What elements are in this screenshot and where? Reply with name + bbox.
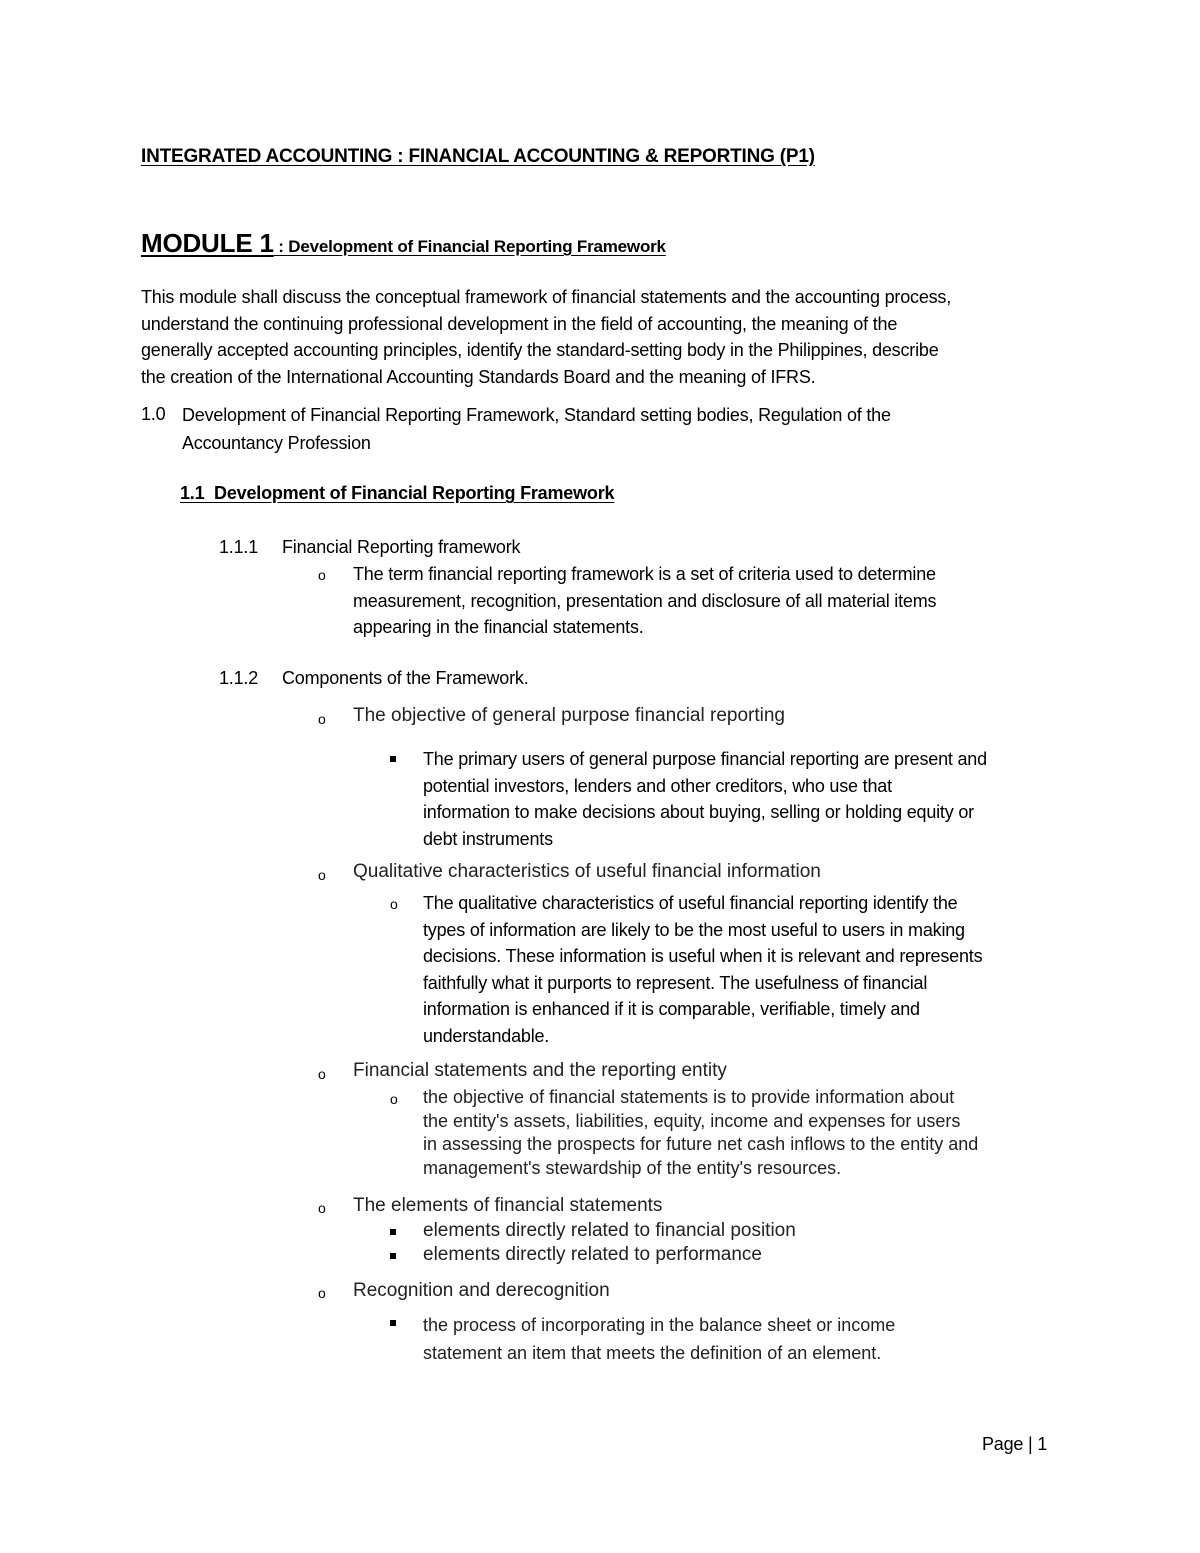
detail-line: The qualitative characteristics of useful financial reporting identify the (423, 893, 958, 913)
definition-line: measurement, recognition, presentation and disclosure of all material items (353, 590, 937, 611)
elements-item: elements directly related to financial position (423, 1220, 796, 1241)
definition-line: appearing in the financial statements. (353, 617, 644, 637)
section-1-0-heading (182, 401, 891, 457)
detail-line: The primary users of general purpose financial reporting are present and (423, 749, 987, 769)
sub-1-1-2-number: 1.1.2 (219, 668, 259, 688)
page-number: Page | 1 (982, 1434, 1048, 1454)
module-subtitle: : Development of Financial Reporting Framework (273, 237, 666, 256)
bullet-o-icon: o (318, 1200, 326, 1216)
component-recognition-label: Recognition and derecognition (353, 1280, 610, 1301)
component-elements-label: The elements of financial statements (353, 1195, 663, 1216)
detail-line: the objective of financial statements is to provide information about (423, 1087, 955, 1107)
section-1-1-title: Development of Financial Reporting Framework (214, 483, 615, 503)
section-line: Development of Financial Reporting Framework, Standard setting bodies, Regulation of the (182, 405, 891, 425)
definition-line: The term financial reporting framework is a set of criteria used to determine (353, 564, 936, 584)
module-heading (141, 228, 666, 259)
section-1-0-number: 1.0 (141, 404, 166, 424)
intro-line: understand the continuing professional development in the field of accounting, the meaning of the (141, 313, 898, 334)
section-1-1-number: 1.1 (180, 483, 205, 503)
framework-definition (353, 561, 936, 641)
detail-line: types of information are likely to be the most useful to users in making (423, 919, 965, 940)
detail-line: faithfully what it purports to represent. The usefulness of financial (423, 972, 928, 993)
detail-line: debt instruments (423, 828, 553, 849)
component-objective-detail (423, 746, 987, 852)
detail-line: statement an item that meets the definition of an element. (423, 1343, 882, 1363)
component-qualitative-detail (423, 890, 982, 1049)
detail-line: the process of incorporating in the balance sheet or income (423, 1315, 896, 1335)
square-bullet-icon (390, 1253, 396, 1259)
detail-line: potential investors, lenders and other creditors, who use that (423, 775, 892, 796)
component-statements-detail (423, 1086, 978, 1180)
section-1-1-heading (180, 483, 614, 504)
detail-line: decisions. These information is useful when it is relevant and represents (423, 946, 983, 966)
detail-line: information to make decisions about buying, selling or holding equity or (423, 802, 974, 822)
detail-line: information is enhanced if it is comparable, verifiable, timely and (423, 999, 920, 1019)
component-qualitative-label: Qualitative characteristics of useful financial information (353, 861, 821, 882)
sub-1-1-1-title: Financial Reporting framework (282, 537, 521, 557)
intro-line: the creation of the International Accounting Standards Board and the meaning of IFRS. (141, 366, 816, 387)
intro-paragraph (141, 284, 951, 390)
module-label: MODULE 1 (141, 228, 274, 258)
square-bullet-icon (390, 756, 396, 762)
detail-line: the entity's assets, liabilities, equity, income and expenses for users (423, 1110, 961, 1131)
sub-1-1-2-title: Components of the Framework. (282, 668, 529, 688)
detail-line: in assessing the prospects for future net cash inflows to the entity and (423, 1134, 979, 1154)
bullet-o-icon: o (390, 1091, 398, 1107)
detail-line: understandable. (423, 1025, 550, 1046)
sub-1-1-1-number: 1.1.1 (219, 537, 259, 557)
bullet-o-icon: o (390, 896, 398, 912)
document-title: INTEGRATED ACCOUNTING : FINANCIAL ACCOUNTING & REPORTING (P1) (141, 146, 815, 167)
detail-line: management's stewardship of the entity's resources. (423, 1157, 842, 1178)
bullet-o-icon: o (318, 711, 326, 727)
bullet-o-icon: o (318, 567, 326, 583)
square-bullet-icon (390, 1320, 396, 1326)
section-line: Accountancy Profession (182, 433, 371, 453)
component-objective-label: The objective of general purpose financial reporting (353, 705, 785, 726)
component-recognition-detail (423, 1311, 895, 1367)
intro-line: generally accepted accounting principles, identify the standard-setting body in the Philippines, describe (141, 340, 939, 360)
bullet-o-icon: o (318, 1066, 326, 1082)
intro-line: This module shall discuss the conceptual framework of financial statements and the accounting process, (141, 287, 952, 307)
component-statements-label: Financial statements and the reporting entity (353, 1060, 727, 1081)
elements-item: elements directly related to performance (423, 1244, 762, 1265)
bullet-o-icon: o (318, 867, 326, 883)
square-bullet-icon (390, 1229, 396, 1235)
bullet-o-icon: o (318, 1285, 326, 1301)
